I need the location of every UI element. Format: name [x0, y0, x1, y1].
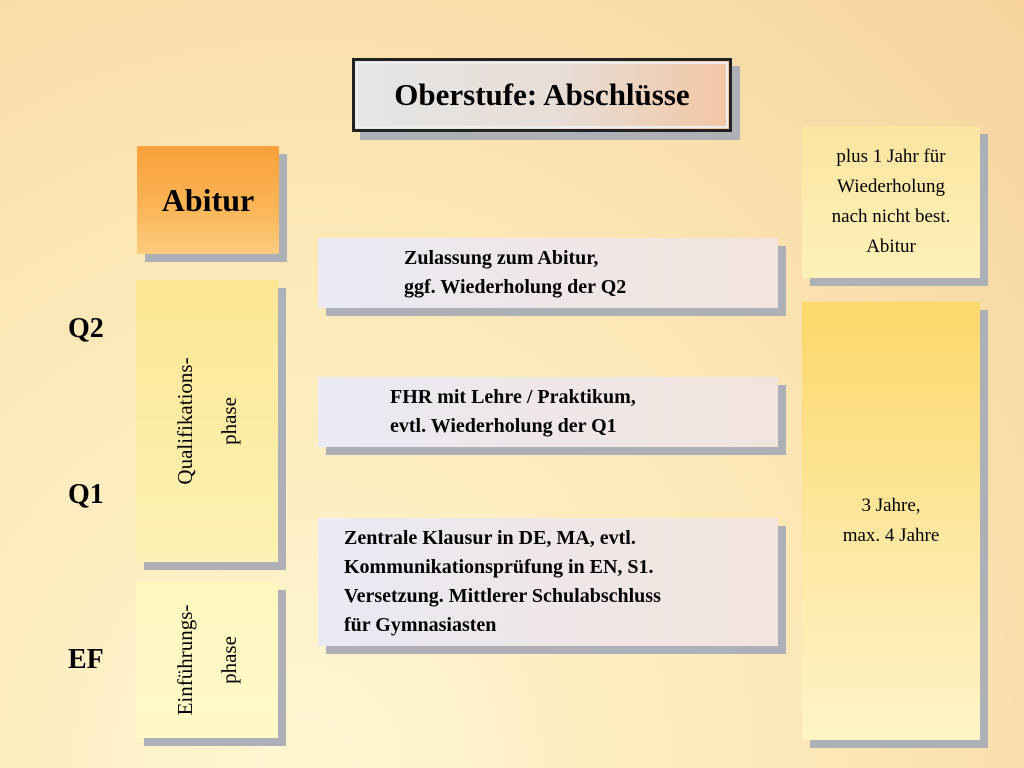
repeat-note-line-3: nach nicht best. — [831, 206, 951, 227]
repeat-note-line-4: Abitur — [866, 236, 916, 257]
q2-outcome-line-2: ggf. Wiederholung der Q2 — [404, 276, 627, 298]
repeat-note-line-2: Wiederholung — [837, 176, 945, 197]
q1-outcome-line-1: FHR mit Lehre / Praktikum, — [390, 386, 636, 408]
level-ef: EF — [68, 644, 104, 675]
einfuehrungsphase-box — [136, 582, 278, 738]
ef-outcome-line-1: Zentrale Klausur in DE, MA, evtl. — [344, 527, 636, 549]
einfuehrungsphase-line-2: phase — [217, 636, 241, 684]
level-q1: Q1 — [68, 479, 104, 510]
qualifikationsphase-line-1: Qualifikations- — [173, 357, 197, 485]
abitur-box — [137, 146, 279, 254]
duration-line-1: 3 Jahre, — [861, 495, 921, 516]
q1-outcome-box — [318, 377, 778, 447]
einfuehrungsphase-line-1: Einführungs- — [173, 604, 197, 716]
repeat-note-line-1: plus 1 Jahr für — [836, 146, 946, 167]
q2-outcome-box — [318, 238, 778, 308]
qualifikationsphase-box — [136, 280, 278, 562]
duration-box — [802, 302, 980, 740]
abitur-label: Abitur — [161, 181, 255, 218]
q1-outcome-line-2: evtl. Wiederholung der Q1 — [390, 415, 617, 437]
q2-outcome-line-1: Zulassung zum Abitur, — [404, 247, 599, 269]
title-box — [352, 58, 732, 132]
einfuehrungsphase-label — [163, 605, 251, 716]
ef-outcome-line-4: für Gymnasiasten — [344, 614, 497, 636]
qualifikationsphase-label — [163, 357, 251, 484]
repeat-note-box — [802, 126, 980, 278]
ef-outcome-line-2: Kommunikationsprüfung in EN, S1. — [344, 556, 654, 578]
level-q2: Q2 — [68, 313, 104, 344]
ef-outcome-box — [318, 518, 778, 646]
ef-outcome-line-3: Versetzung. Mittlerer Schulabschluss — [344, 585, 661, 607]
qualifikationsphase-line-2: phase — [217, 397, 241, 445]
duration-line-2: max. 4 Jahre — [842, 525, 940, 546]
page-title: Oberstufe: Abschlüsse — [394, 77, 690, 112]
